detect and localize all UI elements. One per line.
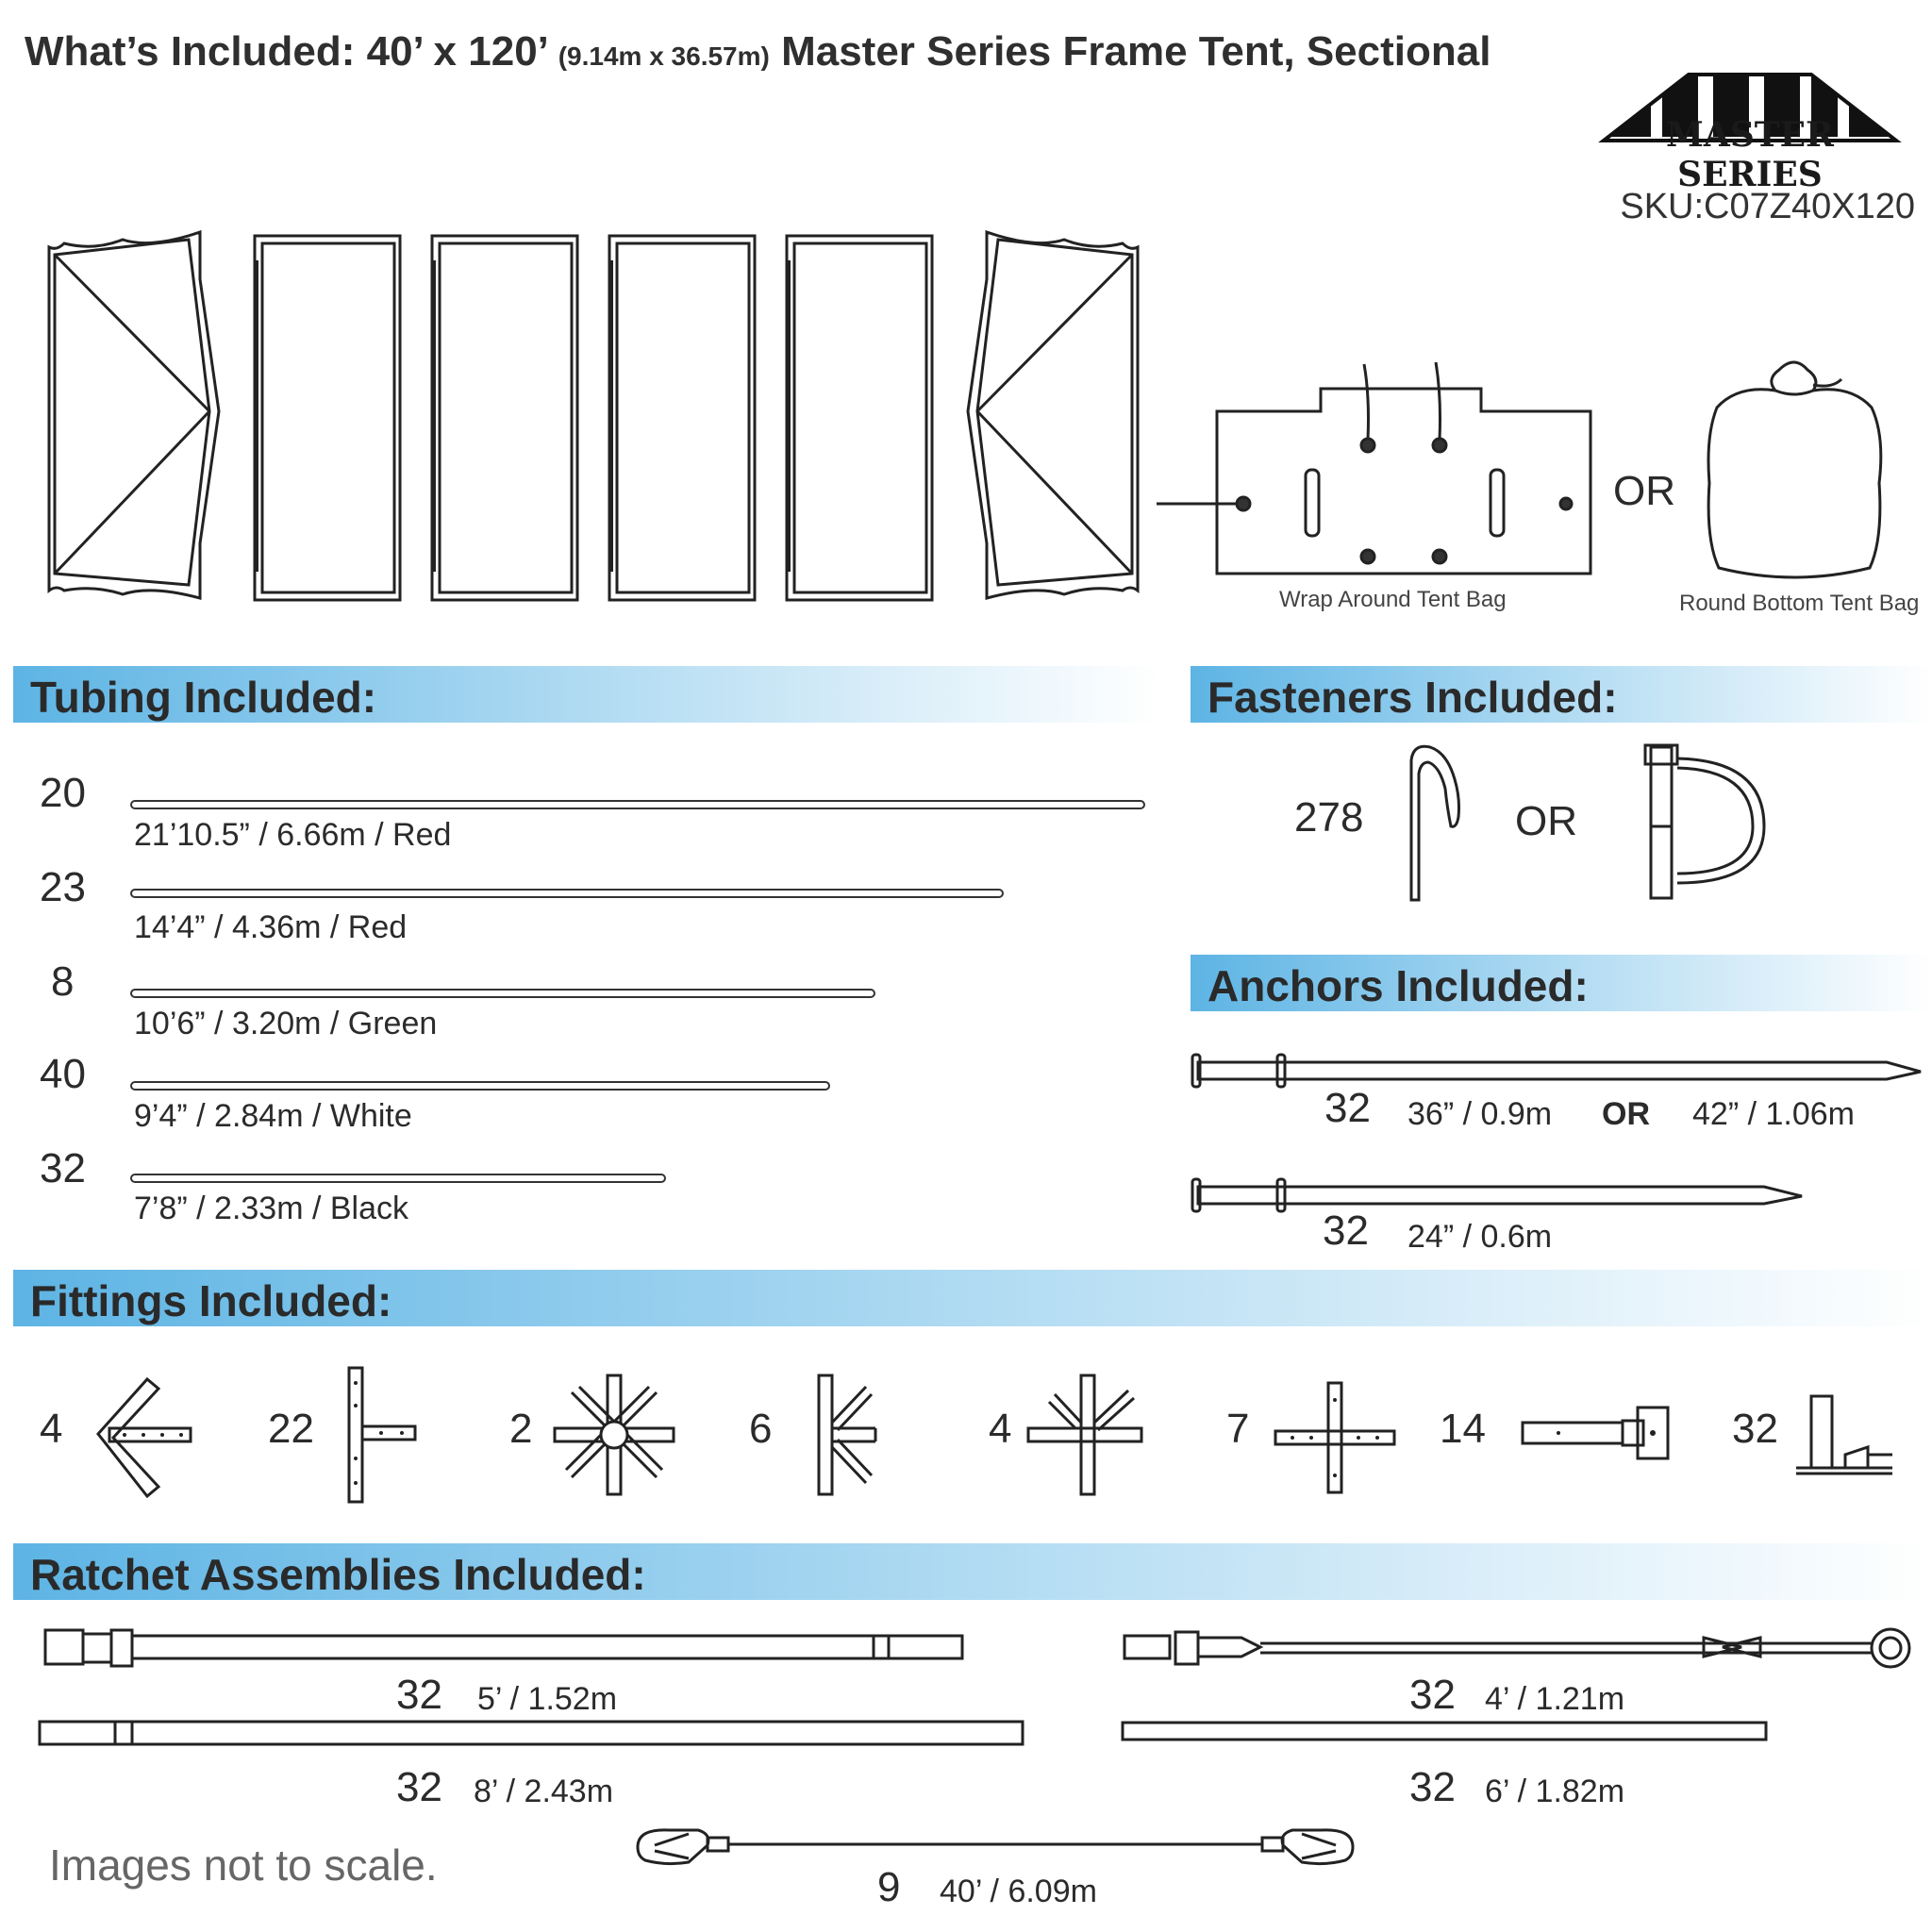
tee-fitting-icon <box>343 1364 419 1506</box>
round-bag-label: Round Bottom Tent Bag <box>1679 591 1920 616</box>
fastener-or: OR <box>1515 798 1577 844</box>
scale-note: Images not to scale. <box>49 1840 438 1890</box>
tube-qty: 40 <box>40 1051 86 1097</box>
anchor-qty: 32 <box>1323 1208 1369 1254</box>
fitting-qty: 14 <box>1440 1406 1486 1452</box>
tubing-heading: Tubing Included: <box>30 673 377 722</box>
round-bottom-tent-bag <box>1700 351 1889 587</box>
tube-qty: 20 <box>40 770 86 816</box>
tube-bar <box>130 889 1004 898</box>
tube-label: 21’10.5” / 6.66m / Red <box>134 817 452 853</box>
ratchet-label: 8’ / 2.43m <box>474 1774 614 1809</box>
ratchet-label: 5’ / 1.52m <box>477 1681 618 1717</box>
tubing-banner <box>13 666 1160 723</box>
ratchet-label: 4’ / 1.21m <box>1485 1681 1625 1717</box>
tube-qty: 8 <box>51 958 75 1005</box>
lynch-pin-icon <box>1632 741 1774 902</box>
tent-sections-diagram <box>38 223 1160 611</box>
strap-8ft-icon <box>36 1719 1026 1747</box>
wrap-around-tent-bag <box>1157 358 1600 585</box>
ratchets-banner <box>13 1543 1932 1600</box>
hub-fitting-icon <box>553 1374 675 1496</box>
ratchets-heading: Ratchet Assemblies Included: <box>30 1550 646 1599</box>
fitting-qty: 32 <box>1732 1406 1778 1452</box>
anchor-opt1: 36” / 0.9m <box>1407 1096 1553 1132</box>
tube-bar <box>130 989 875 998</box>
fitting-qty: 6 <box>749 1406 773 1452</box>
ratchet-label: 40’ / 6.09m <box>940 1874 1097 1909</box>
ratchet-qty: 32 <box>1409 1672 1456 1718</box>
tube-bar <box>130 800 1145 809</box>
tube-label: 7’8” / 2.33m / Black <box>134 1191 409 1226</box>
anchor-or: OR <box>1602 1096 1650 1132</box>
tube-bar <box>130 1081 830 1091</box>
anchor-qty: 32 <box>1324 1085 1371 1131</box>
anchors-banner <box>1191 955 1932 1011</box>
angle-fitting-icon <box>91 1370 194 1502</box>
cable-snap-hooks-icon <box>632 1821 1358 1874</box>
tube-label: 14’4” / 4.36m / Red <box>134 909 408 945</box>
title-product: Master Series Frame Tent, Sectional <box>781 28 1491 75</box>
sku-label: SKU:C07Z40X120 <box>1620 187 1915 226</box>
wrap-bag-label: Wrap Around Tent Bag <box>1279 587 1507 612</box>
fastener-qty: 278 <box>1294 794 1364 841</box>
ratchet-with-ring-icon <box>1119 1624 1921 1674</box>
tube-bar <box>130 1174 666 1183</box>
fitting-qty: 22 <box>268 1406 314 1452</box>
fasteners-banner <box>1191 666 1932 723</box>
short-stake-icon <box>1189 1174 1811 1217</box>
logo-text: MASTER SERIES <box>1666 115 1834 194</box>
anchor-opt2: 42” / 1.06m <box>1692 1096 1855 1132</box>
half-hub-fitting-icon <box>813 1374 889 1496</box>
page-title <box>25 28 1491 75</box>
fittings-banner <box>13 1270 1932 1326</box>
cross-fitting-icon <box>1274 1381 1396 1494</box>
ratchet-qty: 32 <box>1409 1764 1456 1810</box>
multi-fitting-icon <box>1026 1374 1149 1496</box>
fitting-qty: 7 <box>1226 1406 1250 1452</box>
tube-label: 9’4” / 2.84m / White <box>134 1098 412 1134</box>
tent-bag-or: OR <box>1613 468 1675 514</box>
title-size: What’s Included: 40’ x 120’ <box>25 28 547 75</box>
base-plate-icon <box>1792 1392 1896 1487</box>
r-clip-icon <box>1406 741 1472 902</box>
fitting-qty: 4 <box>989 1406 1012 1452</box>
ratchet-qty: 9 <box>877 1864 901 1910</box>
ratchet-qty: 32 <box>396 1672 442 1718</box>
fitting-qty: 4 <box>40 1406 63 1452</box>
fasteners-heading: Fasteners Included: <box>1208 673 1618 722</box>
ratchet-label: 6’ / 1.82m <box>1485 1774 1625 1809</box>
tube-qty: 23 <box>40 864 86 910</box>
end-fitting-icon <box>1521 1404 1672 1460</box>
fitting-qty: 2 <box>509 1406 533 1452</box>
anchor-opt1: 24” / 0.6m <box>1407 1219 1553 1255</box>
tube-label: 10’6” / 3.20m / Green <box>134 1006 438 1041</box>
tube-qty: 32 <box>40 1145 86 1191</box>
ratchet-qty: 32 <box>396 1764 442 1810</box>
ratchet-strap-icon <box>34 1626 968 1670</box>
title-metric: (9.14m x 36.57m) <box>558 42 770 71</box>
strap-6ft-icon <box>1119 1719 1770 1743</box>
anchors-heading: Anchors Included: <box>1208 961 1589 1010</box>
fittings-heading: Fittings Included: <box>30 1276 392 1325</box>
long-stake-icon <box>1189 1049 1924 1092</box>
